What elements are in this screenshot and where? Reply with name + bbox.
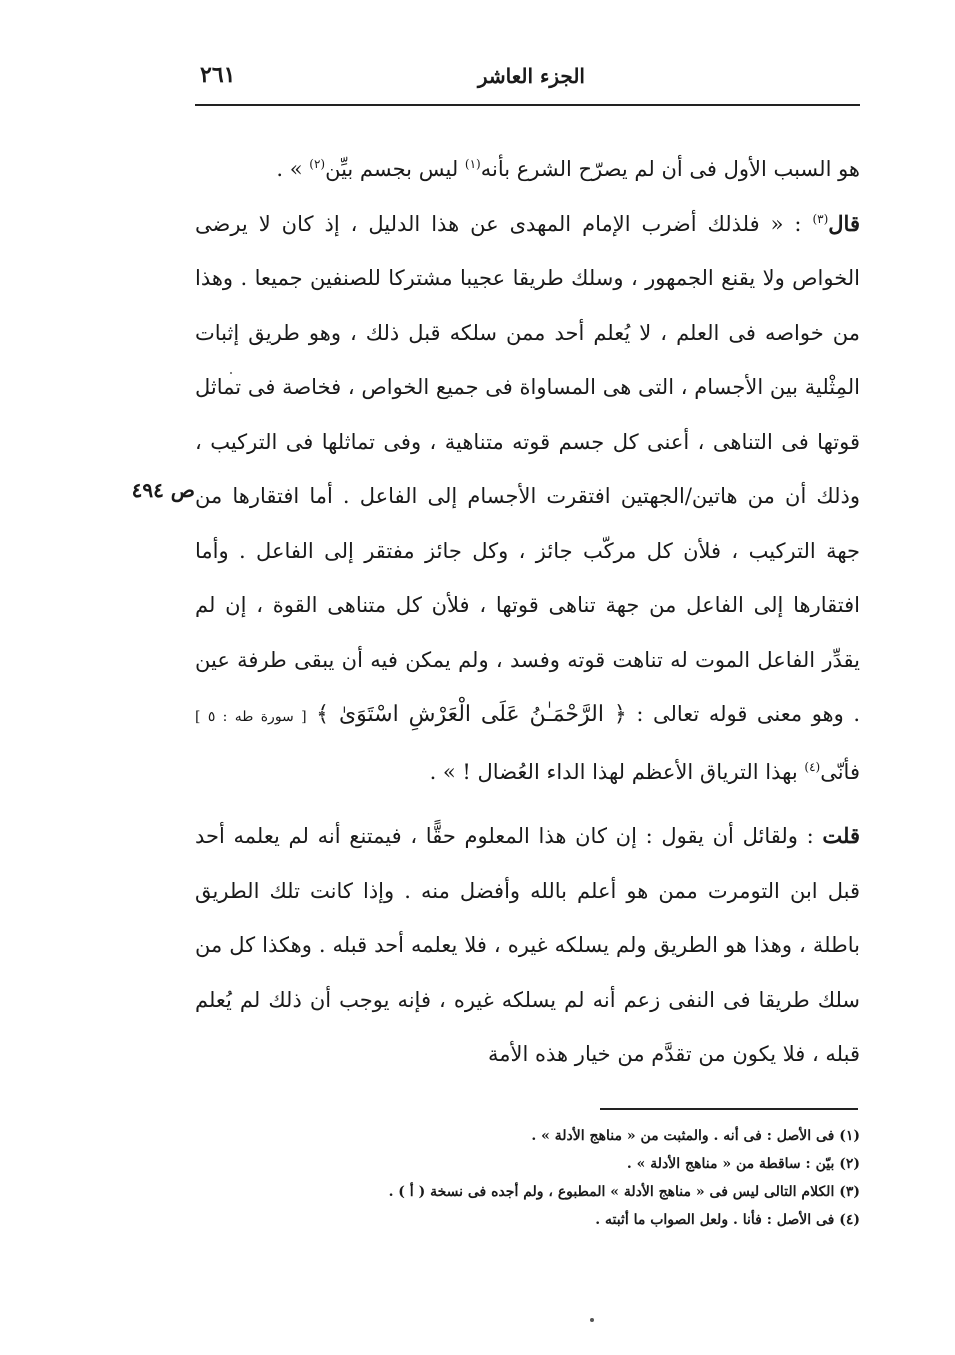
text-span: : ولقائل أن يقول : إن كان هذا المعلوم حقًّا ، فيمتنع أنه لم يعلمه أحد قبل ابن التومرت ممن هو أعلم بالله وأفضل منه . وإذا كانت تلك الطريق باطلة ، وهذا هو الطريق ولم يسلكه غيره ، فلا يعلمه أحد قبله . وهكذا كل من سلك طريقا فى النفى زعم أنه لم يسلكه غيره ، فإنه يوجب أن ذلك لم يُعلم قبله ، فلا يكون من تقدَّم من خيار هذه الأمة — [195, 824, 860, 1066]
text-span: فأنّى — [820, 759, 860, 784]
text-span: هو السبب الأول فى أن لم يصرّح الشرع بأنه — [480, 157, 860, 181]
paragraph-1 — [195, 142, 860, 197]
text-span: بهذا الترياق الأعظم لهذا الداء العُضال ! » . — [429, 759, 798, 784]
quran-verse: ﴿ الرَّحْمَـٰنُ عَلَى الْعَرْشِ اسْتَوَىٰ ﴾ — [316, 702, 627, 727]
margin-page-reference: ص ٤٩٤ — [131, 478, 195, 502]
header-rule — [195, 104, 860, 106]
text-span: » . — [276, 157, 303, 181]
speck-mark — [590, 1318, 594, 1322]
footnote-ref-3: (٣) — [812, 211, 829, 226]
paragraph-3 — [195, 809, 860, 1082]
footnotes — [195, 1122, 860, 1234]
qultu-label: قلت — [822, 823, 860, 848]
speck-mark — [230, 372, 232, 374]
footnote-1: (١) فى الأصل : فى أنه . والمثبت من « مناهج الأدلة » . — [531, 1128, 860, 1144]
footnote-3: (٣) الكلام التالى ليس فى « مناهج الأدلة » المطبوع ، ولم أجده فى نسخة ( أ ) . — [388, 1184, 860, 1200]
footnote-2: (٢) بيّن : ساقطة من « مناهج الأدلة » . — [626, 1156, 860, 1172]
surah-reference: [ سورة طه : ٥ ] — [195, 709, 307, 725]
footnote-4: (٤) فى الأصل : فأنا . ولعل الصواب ما أثبته . — [595, 1212, 860, 1228]
footnote-ref-1: (١) — [464, 157, 481, 171]
text-span: ليس بجسم بيِّن — [325, 157, 459, 181]
paragraph-2 — [195, 197, 860, 800]
text-span: : « فلذلك أضرب الإمام المهدى عن هذا الدليل ، إذ كان لا يرضى الخواص ولا يقنع الجمهور ، وسلك طريقا عجيبا مشتركا للصنفين جميعا . وهذا من خواصه فى العلم ، لا يُعلم أحد ممن سلكه قبل ذلك ، وهو طريق إثبات المِثْلية بين الأجسام ، التى هى المساواة فى جميع الخواص ، فخاصة فى تماثل قوتها فى التناهى ، أعنى كل جسم قوته متناهية ، وفى تماثلها فى التركيب ، وذلك أن من هاتين/الجهتين افتقرت الأجسام إلى الفاعل . أما افتقارها من جهة التركيب ، فلأن كل مركّب جائز ، وكل جائز مفتقر إلى الفاعل . وأما افتقارها إلى الفاعل من جهة تناهى قوتها ، فلأن كل متناهى القوة ، إن لم يقدِّر الفاعل الموت له تناهت قوته وفسد ، ولم يمكن فيه أن يبقى طرفة عين . وهو معنى قوله تعالى : — [195, 211, 861, 726]
page-header — [195, 58, 860, 100]
running-title: الجزء العاشر — [477, 64, 585, 88]
footnote-ref-4: (٤) — [804, 759, 821, 774]
paragraph-gap — [195, 799, 860, 809]
footnote-rule — [600, 1108, 858, 1110]
page-number: ٢٦١ — [200, 62, 236, 88]
footnote-ref-2: (٢) — [309, 157, 326, 171]
main-text — [195, 142, 860, 1082]
qala-label: قال — [828, 210, 860, 236]
